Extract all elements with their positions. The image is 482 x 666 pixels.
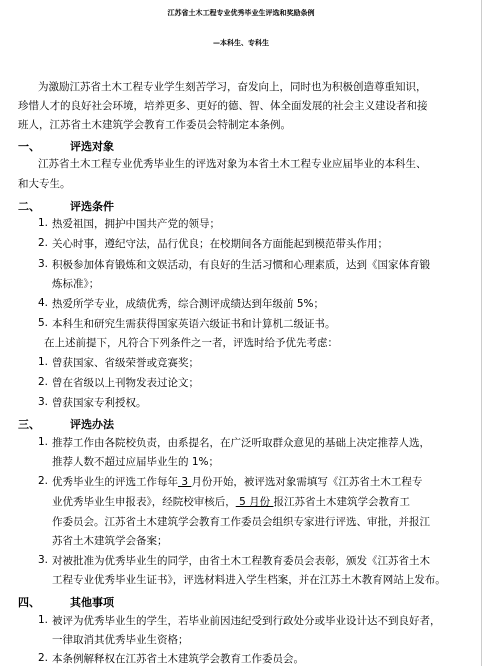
preference-1-text: 曾获国家、省级荣誉或竞赛奖； [52,357,199,369]
section-3-number: 三、 [18,418,40,431]
section-1-number: 一、 [18,140,40,153]
method-2-text-3: 作委员会。江苏省土木建筑学会教育工作委员会组织专家进行评选、审批，并报江 [52,516,430,528]
method-2-text-4: 苏省土木建筑学会备案； [52,535,168,547]
method-3-text-2: 工程专业优秀毕业生证书》，评选材料进入学生档案，并在江苏土木教育网站上发布。 [52,574,446,586]
intro-line-1: 为激励江苏省土木工程专业学生刻苦学习，奋发向上，同时也为积极创造尊重知识， [38,81,427,93]
section-2-number: 二、 [18,200,40,213]
method-3-text-1: 对被批准为优秀毕业生的同学，由省土木工程教育委员会表彰，颁发《江苏省土木 [52,555,430,567]
condition-2-number: 2. [38,237,49,249]
condition-3-number: 3. [38,258,49,270]
method-2-text-1: 优秀毕业生的评选工作每年 3 月份开始，被评选对象需填写《江苏省土木工程专 [52,476,423,488]
condition-5-number: 5. [38,317,49,329]
preference-2-text: 曾在省级以上刊物发表过论文； [52,377,199,389]
condition-4-number: 4. [38,297,49,309]
method-3-number: 3. [38,554,49,566]
preference-intro: 在上述前提下，凡符合下列条件之一者，评选时给予优先考虑： [44,337,338,349]
condition-5-text: 本科生和研究生需获得国家英语六级证书和计算机二级证书。 [52,318,336,330]
intro-line-2: 珍惜人才的良好社会环境，培养更多、更好的德、智、体全面发展的社会主义建设者和接 [18,100,428,112]
condition-4-text: 热爱所学专业，成绩优秀，综合测评成绩达到年级前 5%； [52,298,324,310]
condition-1-text: 热爱祖国，拥护中国共产党的领导； [52,218,220,230]
condition-1-number: 1. [38,217,49,229]
section-3-title: 评选办法 [70,418,114,431]
method-1-text-2: 推荐人数不超过应届毕业生的 1%； [52,456,219,468]
other-1-text-1: 被评为优秀毕业生的学生，若毕业前因违纪受到行政处分或毕业设计达不到良好者， [52,615,441,627]
other-2-number: 2. [38,652,49,664]
section-1-line-1: 江苏省土木工程专业优秀毕业生的评选对象为本省土木工程专业应届毕业的本科生、 [38,158,427,170]
section-4-title: 其他事项 [70,596,114,609]
document-title: 江苏省土木工程专业优秀毕业生评选和奖励条例 [167,8,315,17]
method-1-number: 1. [38,436,49,448]
method-2-number: 2. [38,475,49,487]
preference-2-number: 2. [38,376,49,388]
other-1-text-2: 一律取消其优秀毕业生资格； [52,634,189,646]
start-month-value: 3 [178,476,192,488]
section-4-number: 四、 [18,596,40,609]
condition-2-text: 关心时事，遵纪守法，品行优良；在校期间各方面能起到模范带头作用； [52,238,388,250]
other-2-text: 本条例解释权在江苏省土木建筑学会教育工作委员会。 [52,653,304,665]
document-subtitle: —本科生、专科生 [213,38,269,47]
submit-month-value: 5 月份 [235,496,274,508]
condition-3-text-1: 积极参加体育锻炼和文娱活动，有良好的生活习惯和心理素质，达到《国家体育锻 [52,259,430,271]
preference-3-text: 曾获国家专利授权。 [52,397,147,409]
preference-1-number: 1. [38,356,49,368]
section-1-line-2: 和大专生。 [18,178,71,190]
section-1-title: 评选对象 [70,140,114,153]
method-2-text-2: 业优秀毕业生申报表》，经院校审核后， 5 月份 报江苏省土木建筑学会教育工 [52,496,410,508]
method-1-text-1: 推荐工作由各院校负责，由系提名，在广泛听取群众意见的基础上决定推荐人选， [52,437,430,449]
section-2-title: 评选条件 [70,200,114,213]
intro-line-3: 班人，江苏省土木建筑学会教育工作委员会特制定本条例。 [18,119,291,131]
other-1-number: 1. [38,614,49,626]
condition-3-text-2: 炼标准》； [52,278,100,290]
preference-3-number: 3. [38,396,49,408]
